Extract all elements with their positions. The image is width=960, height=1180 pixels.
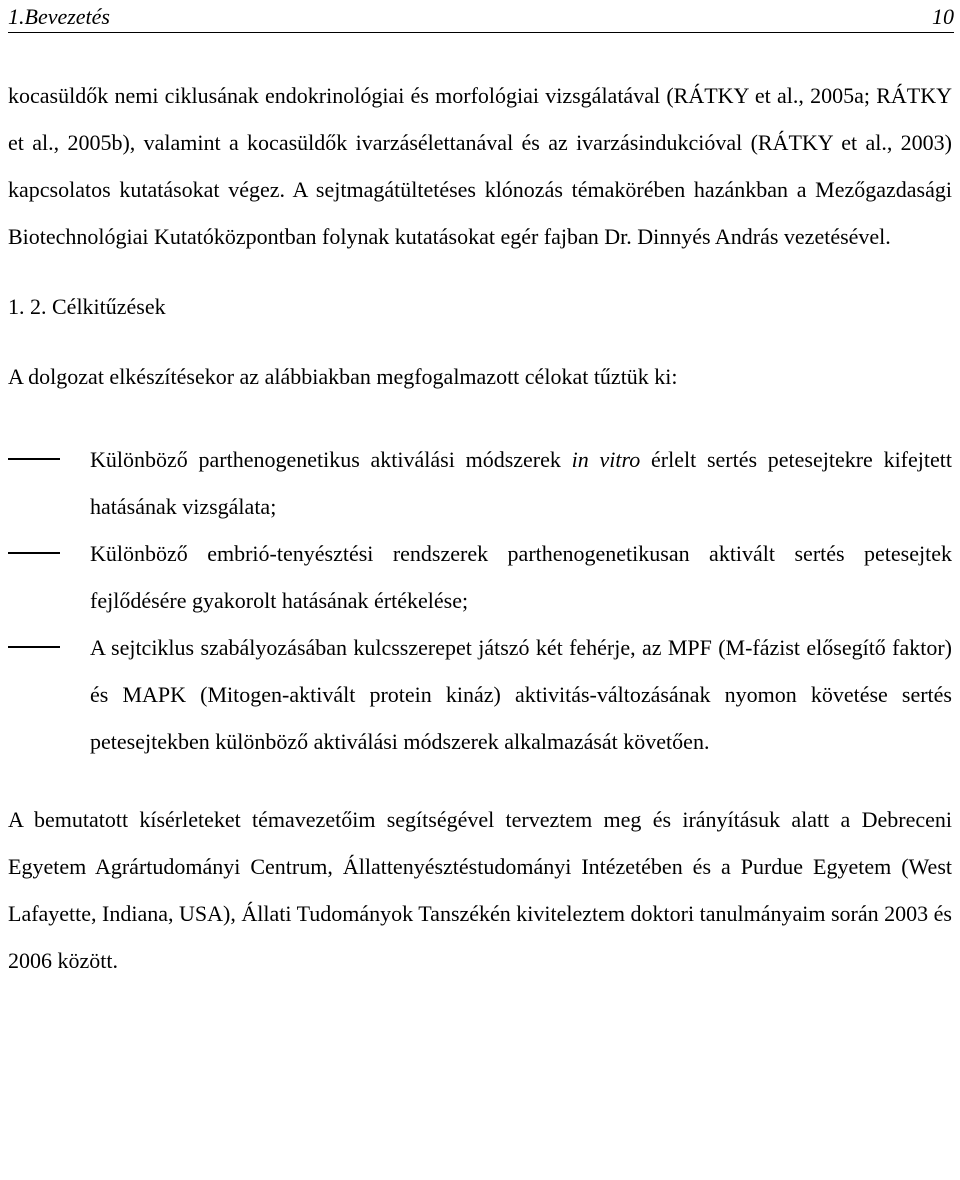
goal-text: A sejtciklus szabályozásában kulcsszerepet játszó két fehérje, az MPF (M-fázist elősegítő faktor) és MAPK (Mitogen-aktivált protein kináz) aktivitás-változásának nyomon követése sertés petesejtekben különböző aktiválási módszerek alkalmazását követően. — [90, 635, 952, 754]
page-body — [8, 72, 952, 984]
goal-item-3 — [8, 624, 952, 765]
section-heading: 1. 2. Célkitűzések — [8, 294, 166, 319]
paragraph-continued: kocasüldők nemi ciklusának endokrinológiai és morfológiai vizsgálatával (RÁTKY et al., 2005a; RÁTKY et al., 2005b), valamint a kocasüldők ivarzásélettanával és az ivarzásindukcióval (RÁTKY et al., 2003) kapcsolatos kutatásokat végez. A sejtmagátültetéses klónozás témakörében hazánkban a Mezőgazdasági Biotechnológiai Kutatóközpontban folynak kutatásokat egér fajban Dr. Dinnyés András vezetésével. — [8, 83, 952, 249]
goal-text-after: érlelt sertés petesejtekre kifejtett hatásának vizsgálata; — [90, 447, 952, 519]
goal-text: Különböző embrió-tenyésztési rendszerek parthenogenetikusan aktivált sertés petesejtek fejlődésére gyakorolt hatásának értékelése; — [90, 541, 952, 613]
dash-bullet-icon — [8, 646, 60, 648]
goals-intro: A dolgozat elkészítésekor az alábbiakban megfogalmazott célokat tűztük ki: — [8, 364, 678, 389]
goal-text: Különböző parthenogenetikus aktiválási módszerek — [90, 447, 572, 472]
dash-bullet-icon — [8, 552, 60, 554]
goals-list — [8, 436, 952, 765]
goal-italic-text: in vitro — [571, 447, 641, 472]
header-section-title: 1.Bevezetés — [8, 4, 110, 29]
goal-item-2 — [8, 530, 952, 624]
goal-item-1 — [8, 436, 952, 530]
closing-paragraph: A bemutatott kísérleteket témavezetőim segítségével terveztem meg és irányításuk alatt a Debreceni Egyetem Agrártudományi Centrum, Állattenyésztéstudományi Intézetében és a Purdue Egyetem (West Lafayette, Indiana, USA), Állati Tudományok Tanszékén kiviteleztem doktori tanulmányaim során 2003 és 2006 között. — [8, 807, 952, 973]
page-number: 10 — [932, 4, 954, 29]
running-header — [8, 0, 954, 33]
dash-bullet-icon — [8, 458, 60, 460]
